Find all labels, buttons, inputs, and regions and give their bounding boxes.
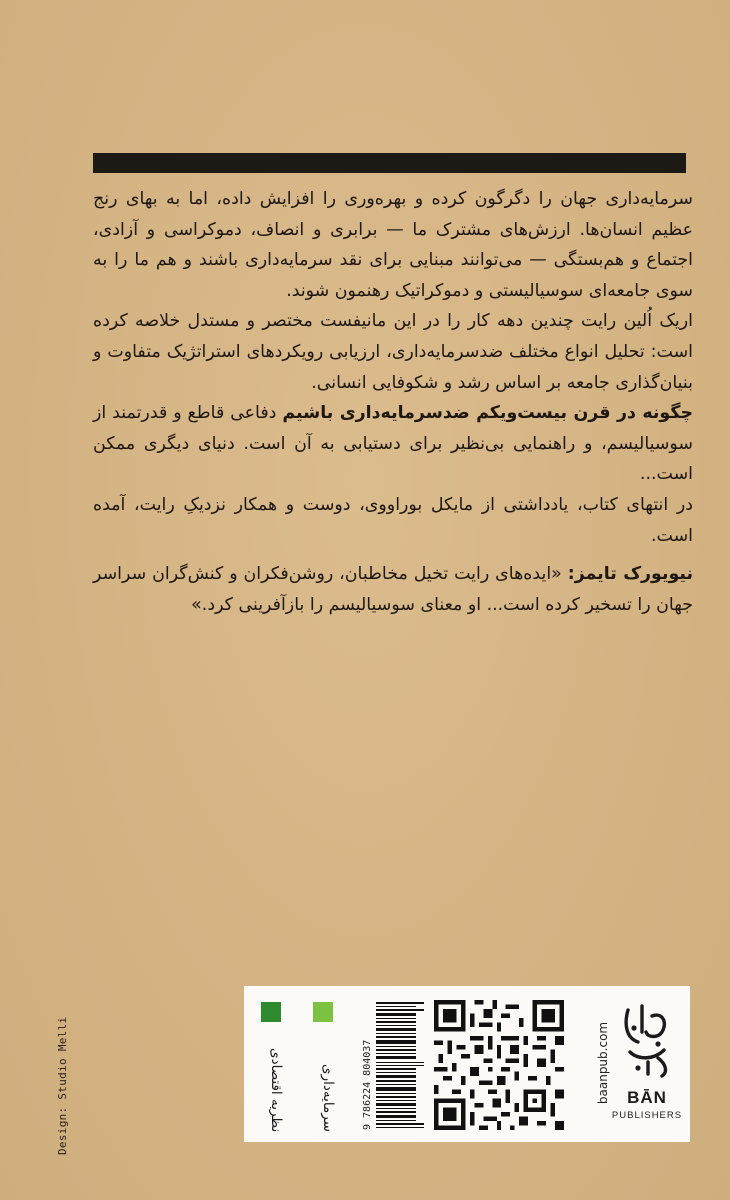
- isbn-barcode: [374, 1000, 426, 1130]
- publisher-logo-icon: [618, 1002, 674, 1078]
- blurb-paragraph-4: در انتهای کتاب، یادداشتی از مایکل بوراووی، دوست و همکار نزدیکِ رایت، آمده است.: [93, 494, 693, 546]
- blurb-paragraph-3-rest: دفاعی قاطع و قدرتمند از سوسیالیسم، و راهنمایی بی‌نظیر برای دستیابی به آن است. دنیای دیگری ممکن است...: [93, 403, 693, 485]
- review-quote: [93, 559, 693, 620]
- category-label: سرمایه‌داری: [320, 1064, 336, 1132]
- category-capitalism: [310, 1002, 336, 1132]
- back-cover-blurb: [93, 184, 693, 620]
- blurb-paragraph-1: سرمایه‌داری جهان را دگرگون کرده و بهره‌وری را افزایش داده، اما به بهای رنج عظیم انسان‌ها. ارزش‌های مشترک ما — برابری و انصاف، دموکراسی و آزادی، اجتماع و هم‌بستگی — می‌توانند مبنایی برای نقد سرمایه‌داری باشند و هم ما را به سوی جامعه‌ای سوسیالیستی و دموکراتیک رهنمون شوند.: [93, 189, 693, 301]
- qr-code: [434, 1000, 564, 1130]
- category-color-square: [261, 1002, 281, 1022]
- category-economic-theory: [258, 1002, 284, 1132]
- quote-source: نیویورک تایمز:: [567, 564, 694, 585]
- category-label: نظریه اقتصادی: [268, 1047, 284, 1132]
- top-black-rule: [93, 153, 686, 173]
- quote-text: «ایده‌های رایت تخیل مخاطبان، روشن‌فکران و کنش‌گران سراسر جهان را تسخیر کرده است... او معنای سوسیالیسم را بازآفرینی کرد.»: [93, 564, 693, 615]
- info-panel: [244, 986, 690, 1142]
- isbn-digits: 9 786224 804037: [362, 1039, 373, 1130]
- publisher-url: baanpub.com: [596, 1021, 610, 1105]
- book-title-inline: چگونه در قرن بیست‌ویکم ضدسرمایه‌داری باشیم: [282, 403, 693, 424]
- publisher-name: BĀN: [627, 1088, 667, 1107]
- category-color-square: [313, 1002, 333, 1022]
- design-credit: Design: Studio Melli: [56, 1016, 69, 1155]
- blurb-paragraph-2: اریک اُلین رایت چندین دهه کار را در این مانیفست مختصر و مستدل خلاصه کرده است: تحلیل انواع مختلف ضدسرمایه‌داری، ارزیابی رویکردهای استراتژیک متفاوت و بنیان‌گذاری جامعه بر اساس رشد و شکوفایی انسانی.: [93, 311, 693, 393]
- publisher-block: [590, 994, 683, 1134]
- blurb-paragraph-3: [93, 398, 693, 490]
- publisher-subtitle: PUBLISHERS: [611, 1110, 683, 1121]
